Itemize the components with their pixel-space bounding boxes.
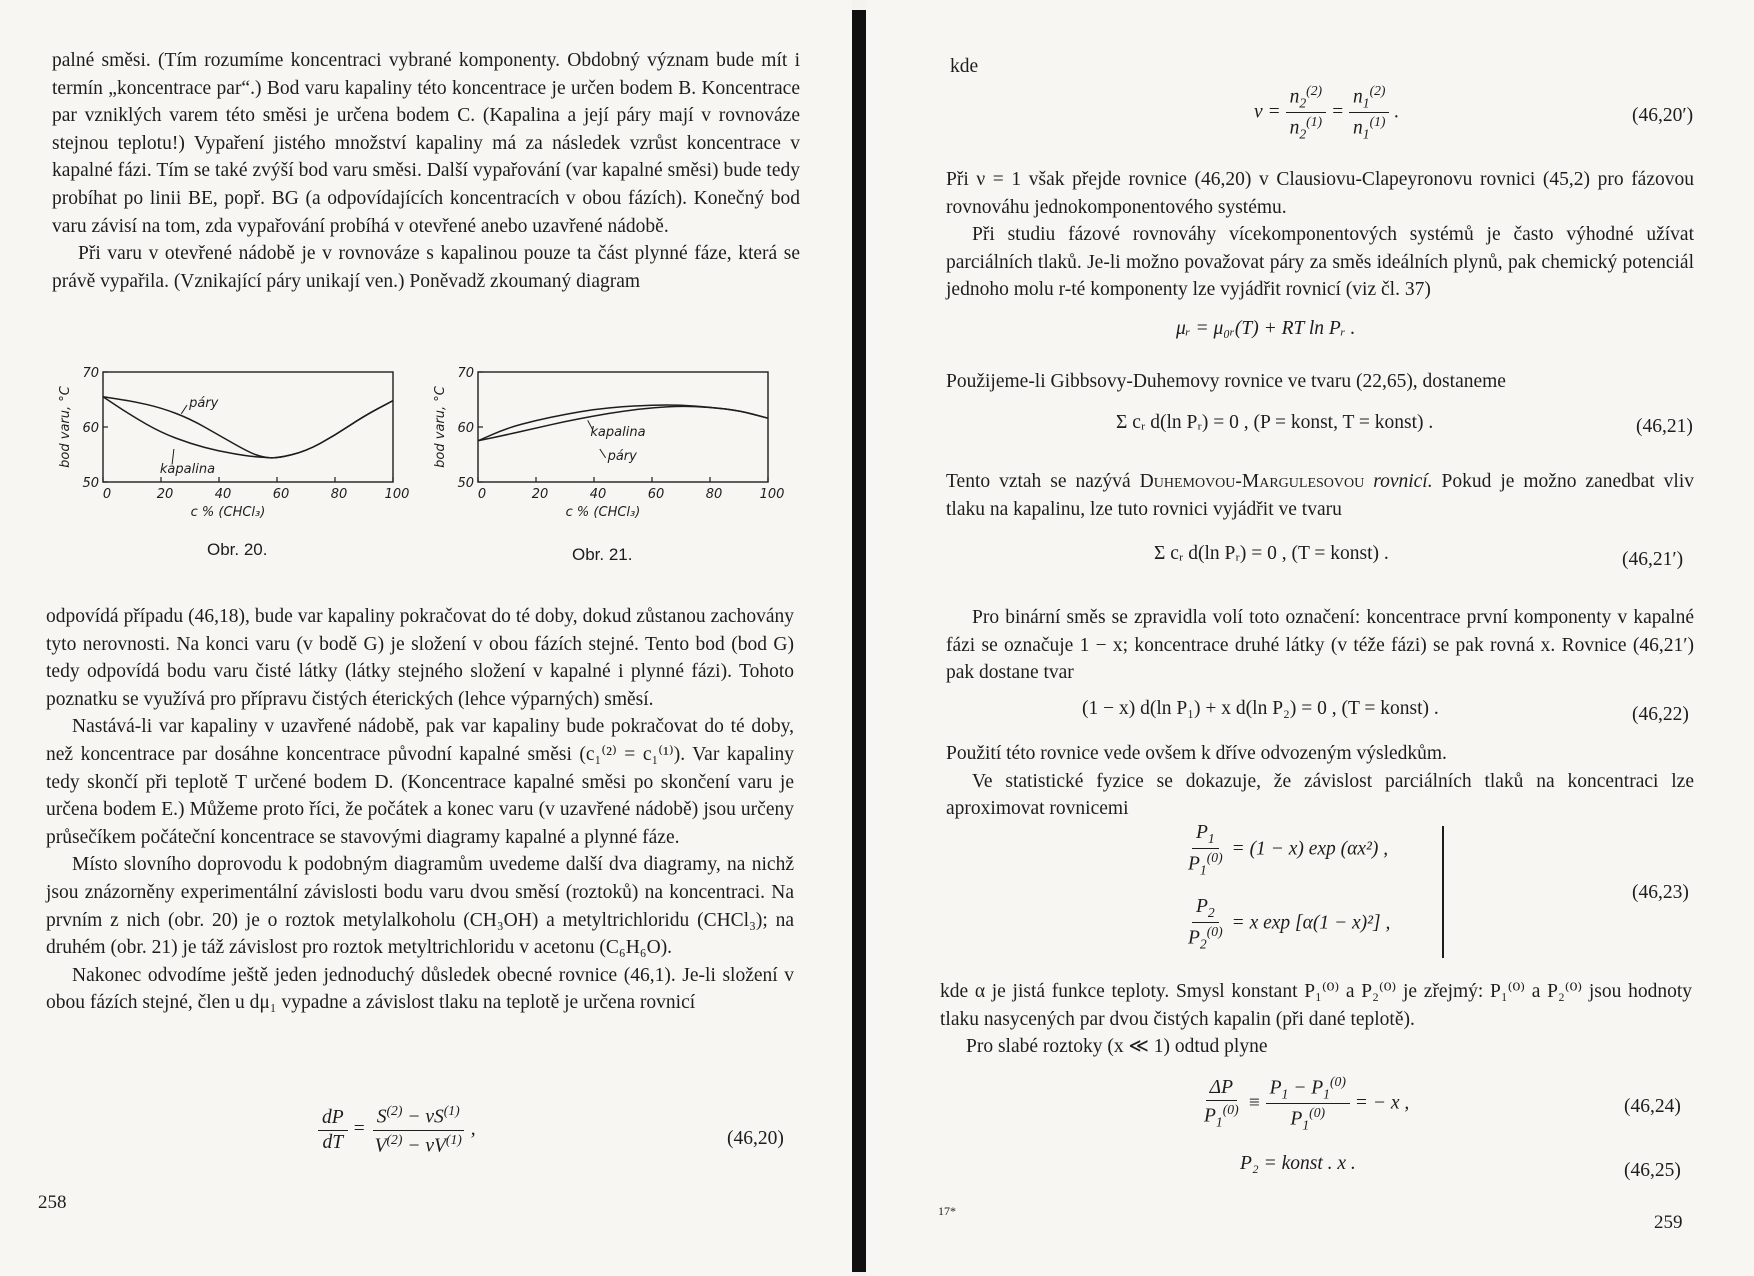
equation-46-20-number: (46,20) [727, 1128, 784, 1149]
y-tick-label: 60 [457, 421, 474, 436]
duhem-margules-name: Duhemovou-Margulesovou [1139, 471, 1365, 492]
right-text-1 [946, 166, 1694, 304]
page-number-right: 259 [1654, 1212, 1683, 1233]
equation-46-20: $\frac{dP}{dT}$ = $\frac{S^{(2)} - \nu S^{(1)}}{V^{(2)} - \nu V^{(1)}}$ , [318, 1103, 476, 1157]
equation-46-21-number: (46,21) [1636, 416, 1693, 437]
equation-46-21-prime: Σ cᵣ d(ln Pᵣ) = 0 , (T = konst) . [1154, 543, 1389, 564]
right-text-3 [940, 978, 1692, 1061]
signature-mark: 17* [938, 1204, 956, 1218]
page-number-left: 258 [38, 1192, 67, 1213]
equation-46-21: Σ cᵣ d(ln Pᵣ) = 0 , (P = konst, T = konst) . [1116, 412, 1434, 433]
right-paragraph-4-start: Tento vztah se nazývá [946, 471, 1140, 492]
book-spine [852, 10, 866, 1272]
equation-46-23-brace [1436, 826, 1444, 958]
right-paragraph-4 [946, 468, 1694, 523]
left-paragraph-2: Při varu v otevřené nádobě je v rovnováze s kapalinou pouze ta část plynné fáze, která se právě vypařila. (Vznikající páry unikají ven.) Poněvadž zkoumaný diagram [52, 243, 800, 292]
equation-46-23-rhs-1: = (1 − x) exp (αx²) , [1231, 838, 1389, 860]
right-paragraph-3: Použijeme-li Gibbsovy-Duhemovy rovnice ve tvaru (22,65), dostaneme [946, 371, 1506, 392]
equation-46-24-tail: = − x , [1354, 1092, 1410, 1114]
equation-46-22-number: (46,22) [1632, 704, 1689, 725]
equation-46-25: P₂ = konst . x . [1240, 1153, 1356, 1174]
y-tick-label: 50 [457, 476, 474, 491]
kde-label: kde [950, 56, 979, 77]
x-axis-label: c % (CHCl₃) [565, 505, 641, 520]
right-paragraph-8: kde α je jistá funkce teploty. Smysl konstant P₁⁽⁰⁾ a P₂⁽⁰⁾ je zřejmý: P₁⁽⁰⁾ a P₂⁽⁰⁾ jsou hodnoty tlaku nasycených par dvou čistých kapalin (při dané teplotě). [940, 981, 1692, 1030]
right-paragraph-9: Pro slabé roztoky (x ≪ 1) odtud plyne [966, 1036, 1268, 1058]
plot-frame [103, 372, 393, 482]
x-tick-label: 80 [330, 487, 348, 502]
right-paragraph-5: Pro binární směs se zpravidla volí toto označení: koncentrace první komponenty v kapalné fázi se označuje 1 − x; koncentrace druhé látky (v téže fázi) se pak rovná x. Rovnice (46,21′) pak dostane tvar [946, 607, 1694, 684]
right-page [866, 0, 1754, 1276]
left-page [0, 0, 852, 1276]
left-paragraph-6: Nakonec odvodíme ještě jeden jednoduchý důsledek obecné rovnice (46,1). Je-li složení v obou fázích stejné, člen u dμ₁ vypadne a závislost tlaku na teplotě je určena rovnicí [46, 964, 794, 1014]
equation-46-25-number: (46,25) [1624, 1160, 1681, 1181]
series-line-kapalina [103, 397, 393, 458]
equation-46-23-line-2: $\frac{P_2}{P_2^{(0)}}$ = x exp [α(1 − x)²] , [1188, 896, 1391, 952]
annotation-kapalina: kapalina [159, 462, 216, 478]
equation-mu: μᵣ = μ₀ᵣ(T) + RT ln Pᵣ . [1176, 318, 1356, 339]
x-tick-label: 60 [647, 487, 665, 502]
annotation-pary: páry [189, 396, 219, 411]
left-text-top [52, 47, 800, 295]
equation-46-24: $\frac{\Delta P}{P_1^{(0)}}$ ≡ $\frac{P_1 - P_1^{(0)}}{P_1^{(0)}}$ = − x , [1204, 1074, 1410, 1133]
y-tick-label: 50 [82, 476, 99, 491]
right-paragraph-1: Při ν = 1 však přejde rovnice (46,20) v Clausiovu-Clapeyronovu rovnici (45,2) pro fázovou rovnováhu jednokomponentového systému. [946, 169, 1694, 218]
x-tick-label: 0 [102, 487, 112, 502]
equation-46-20-prime: ν = $\frac{n_2^{(2)}}{n_2^{(1)}}$ = $\frac{n_1^{(2)}}{n_1^{(1)}}$ . [1254, 83, 1400, 142]
left-paragraph-1: palné směsi. (Tím rozumíme koncentraci vybrané komponenty. Obdobný význam bude mít i termín „koncentrace par“.) Bod varu kapaliny této koncentrace je určen bodem B. Koncentrace par vzniklých varem této směsi je určena bodem C. (Kapalina a její páry mají v rovnováze stejnou teplotu!) Vypaření jistého množství kapaliny má za následek vzrůst koncentrace v kapalné fázi. Tím se také zvýší bod varu směsi. Další vypařování (var kapalné směsi) bude tedy probíhat po linii BE, popř. BG (a odpovídajících koncentracích v obou fázích). Konečný bod varu závisí na tom, zda vypařování probíhá v otevřené anebo uzavřené nádobě. [52, 50, 800, 237]
x-tick-label: 20 [156, 487, 174, 502]
x-tick-label: 100 [384, 487, 410, 502]
series-line-pary [103, 397, 393, 458]
equation-46-23-number: (46,23) [1632, 882, 1689, 903]
left-paragraph-5: Místo slovního doprovodu k podobným diagramům uvedeme další dva diagramy, na nichž jsou znázorněny experimentální závislosti bodu varu dvou směsí (roztoků) na koncentraci. Na prvním z nich (obr. 20) je o roztok metylalkoholu (CH₃OH) a metyltrichloridu (CHCl₃); na druhém (obr. 21) je táž závislost pro roztok metyltrichloridu v acetonu (C₆H₆O). [46, 854, 794, 959]
equation-46-23-line-1: $\frac{P_1}{P_1^{(0)}}$ = (1 − x) exp (αx²) , [1188, 822, 1389, 878]
figure-20-caption: Obr. 20. [207, 540, 268, 559]
equation-46-22: (1 − x) d(ln P₁) + x d(ln P₂) = 0 , (T = konst) . [1082, 698, 1439, 719]
right-paragraph-4-end: Pokud je možno zanedbat vliv tlaku na kapalinu, lze tuto rovnici vyjádřit ve tvaru [946, 471, 1695, 520]
left-paragraph-3: odpovídá případu (46,18), bude var kapaliny pokračovat do té doby, dokud zůstanou zachovány tyto nerovnosti. Na konci varu (v bodě G) je složení v obou fázích stejné. Tento bod (bod G) tedy odpovídá bodu varu čisté látky (látky stejného složení v kapalné i plynné fázi). Tohoto poznatku se využívá pro přípravu čistých éterických (lehce výparných) směsí. [46, 606, 794, 710]
rovnici-emphasis: rovnicí. [1373, 471, 1433, 492]
x-tick-label: 100 [759, 487, 785, 502]
x-tick-label: 0 [477, 487, 487, 502]
equation-46-24-number: (46,24) [1624, 1096, 1681, 1117]
y-tick-label: 70 [82, 366, 99, 381]
equation-46-20-prime-number: (46,20′) [1632, 105, 1694, 126]
figure-21-chart [430, 362, 785, 522]
annotation-leader-pary [600, 449, 606, 458]
annotation-pary: páry [607, 448, 637, 464]
y-axis-label: bod varu, °C [433, 386, 448, 468]
x-tick-label: 80 [705, 487, 723, 502]
right-paragraph-7: Ve statistické fyzice se dokazuje, že závislost parciálních tlaků na koncentraci lze aproximovat rovnicemi [946, 770, 1694, 820]
right-text-2 [946, 740, 1694, 823]
annotation-kapalina: kapalina [590, 424, 646, 440]
right-paragraph-2: Při studiu fázové rovnováhy vícekomponentových systémů je často výhodné užívat parciálních tlaků. Je-li možno považovat páry za směs ideálních plynů, pak chemický potenciál jednoho molu r-té komponenty lze vyjádřit rovnicí (viz čl. 37) [946, 224, 1694, 301]
equation-46-23-rhs-2: = x exp [α(1 − x)²] , [1231, 912, 1391, 934]
x-tick-label: 40 [214, 487, 232, 502]
x-tick-label: 60 [272, 487, 290, 502]
figure-20-chart [55, 362, 410, 522]
annotation-leader-pary [181, 405, 187, 414]
y-tick-label: 60 [82, 421, 99, 436]
right-paragraph-6: Použití této rovnice vede ovšem k dříve odvozeným výsledkům. [946, 743, 1447, 764]
y-tick-label: 70 [457, 366, 474, 381]
equation-46-21-prime-number: (46,21′) [1622, 549, 1684, 570]
y-axis-label: bod varu, °C [58, 386, 73, 468]
left-paragraph-4: Nastává-li var kapaliny v uzavřené nádobě, pak var kapaliny bude pokračovat do té doby, než koncentrace par dosáhne koncentrace původní kapalné směsi (c₁⁽²⁾ = c₁⁽¹⁾). Var kapaliny tedy skončí při teplotě T určené bodem D. (Koncentrace kapalné směsi po skončení varu je určena bodem E.) Můžeme proto říci, že počátek a konec varu (v uzavřené nádobě) jsou určeny průsečíkem počáteční koncentrace se stavovými diagramy kapalné a plynné fáze. [46, 716, 794, 848]
x-tick-label: 20 [531, 487, 549, 502]
x-tick-label: 40 [589, 487, 607, 502]
x-axis-label: c % (CHCl₃) [190, 505, 266, 520]
left-text-bottom [46, 603, 794, 1017]
figure-21-caption: Obr. 21. [572, 545, 633, 564]
